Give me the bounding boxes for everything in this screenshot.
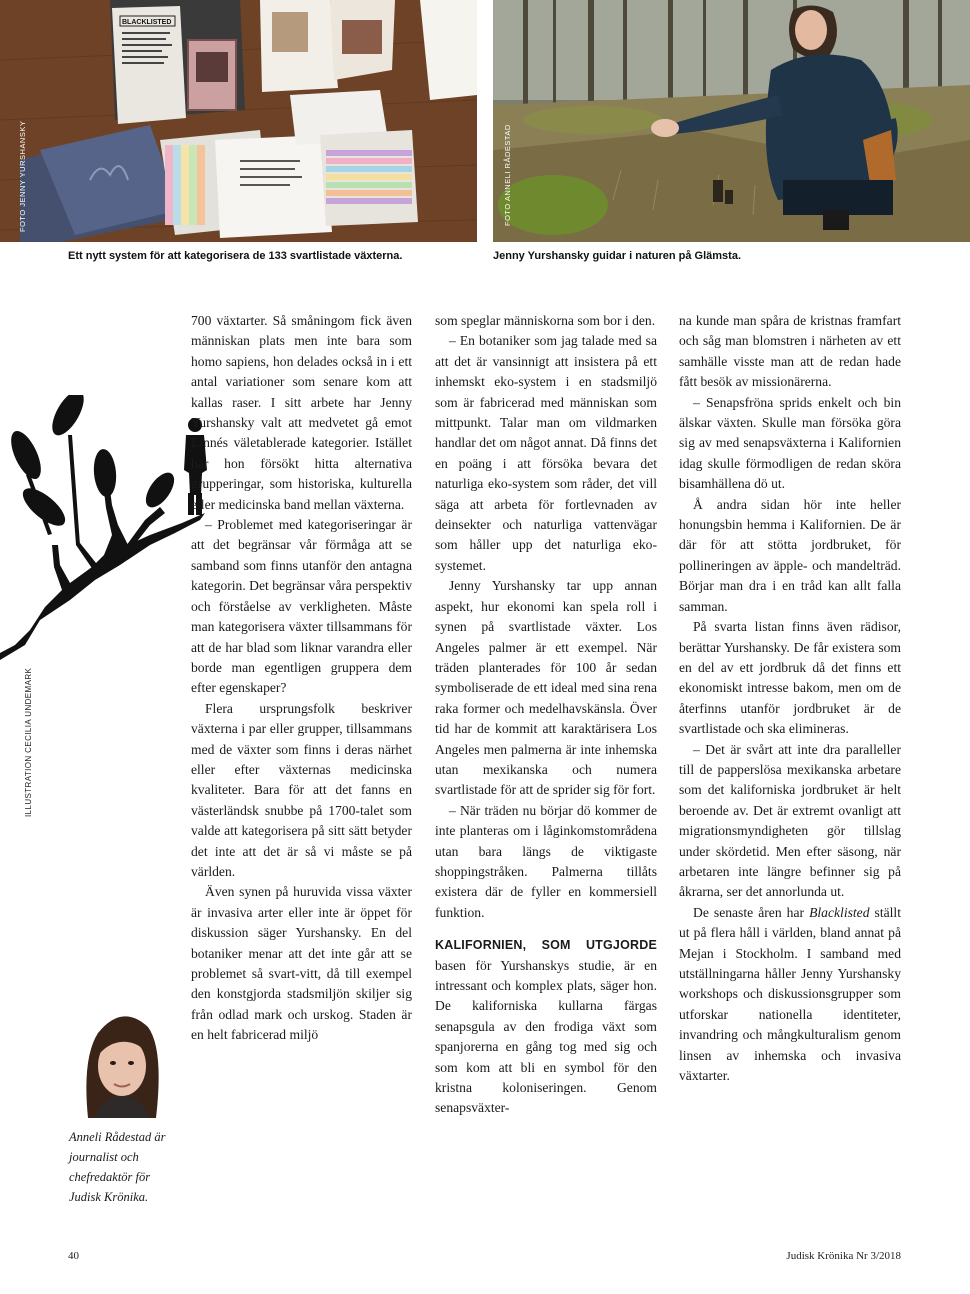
- paragraph: – När träden nu börjar dö kommer de inte planteras om i låginkomstområdena utan bara längs de viktigaste shoppingstråken. Palmerna tillåts existera där de fyller en kommersiell funktion.: [435, 802, 657, 920]
- subhead-paragraph: [435, 935, 657, 1119]
- subhead-continuation: basen för Yurshanskys studie, är en intressant och komplex plats, säger hon. De kaliforniska kullarna färgas senapsgula av den frodiga växt som spanjorerna en gång tog med sig och som kom att bli en symbol för den kristna koloniseringen. Genom senapsväxter-: [435, 957, 657, 1116]
- photo-jenny-nature-image: [493, 0, 970, 242]
- paragraph: – Det är svårt att inte dra paralleller till de papperslösa mexikanska arbetare som det kaliforniska jordbruket är helt beroende av. Det är extremt ovanligt att migrationsmyndigheten gör tillslag under skördetid. Men efter säsong, när arbetaren inte längre befinner sig på åkrarna, ser det annorlunda ut.: [679, 741, 901, 900]
- photo-credit-right: FOTO ANNELI RÅDESTAD: [503, 124, 512, 226]
- paragraph: na kunde man spåra de kristnas framfart och såg man blomstren i närheten av ett samhälle visste man att de redan hade fått besök av missionärerna.: [679, 313, 901, 390]
- author-portrait: [74, 1008, 170, 1118]
- paragraph: Flera ursprungsfolk beskriver växterna i par eller grupper, tillsammans med de växter som finns i deras närhet eller efter växternas medicinska kvaliteter. Bara för att det fanns en västerländsk snubbe på 1700-talet som valde att kategorisera på sitt sätt betyder det inte att det är så vi måste se på världen.: [191, 700, 412, 879]
- publication-info: Judisk Krönika Nr 3/2018: [786, 1250, 901, 1262]
- illustration-credit: ILLUSTRATION CECILIA UNDEMARK: [24, 667, 33, 817]
- author-bio: Anneli Rådestad är journalist och chefredaktör för Judisk Krönika.: [69, 1130, 166, 1204]
- paragraph: Å andra sidan hör inte heller honungsbin hemma i Kalifornien. De är där för att stötta jordbruket, för pollineringen av äpple- och mandelträd. Börjar man dra i en tråd kan allt falla samman.: [679, 496, 901, 614]
- exhibition-title: Blacklisted: [809, 904, 870, 920]
- paragraph: – Problemet med kategoriseringar är att det begränsar vår förmåga att se samband som finns utanför den antagna kategorin. Det begränsar våra perspektiv och förståelse av verkligheten. Måste man kategorisera växter tillsammans för att de har blad som liknar varandra eller borde man egentligen gruppera dem efter egenskaper?: [191, 517, 412, 696]
- article-column-1: [191, 311, 412, 1046]
- photo-credit-left: FOTO JENNY YURSHANSKY: [18, 120, 27, 232]
- paragraph: 700 växtarter. Så småningom fick även människan plats men inte bara som homo sapiens, hon delades också in i ett antal variationer som senare kom att kallas raser. I sitt arbete har Jenny Yurshansky valt att medvetet gå emot Linnés väletablerade kategorier. Istället har hon försökt hitta alternativa grupperingar, som historiska, kulturella eller medicinska band mellan växterna.: [191, 313, 412, 512]
- box-title-text: BLACKLISTED: [122, 19, 172, 26]
- paragraph: – En botaniker som jag talade med sa att det är vansinnigt att insistera på ett inhemskt eko-system i en stadsmiljö som är fabricerad med människan som mittpunkt. Talar man om vildmarken handlar det om något annat. Då finns det en poäng i att försöka bevara det naturliga eko-system som råder, det vill säga att arbeta för fortlevnaden av deinsekter och naturliga vattenvägar som håller upp det naturliga eko-systemet.: [435, 333, 657, 573]
- photo-blacklisted-cards-image: [0, 0, 477, 242]
- paragraph: På svarta listan finns även rädisor, berättar Yurshansky. De får existera som en del av ett jordbruk då det finns ett ekonomiskt intresse bakom, men om de återfinns utanför jordbruket är de svartlistade och ska elimineras.: [679, 619, 901, 737]
- paragraph: som speglar människorna som bor i den.: [435, 313, 656, 328]
- article-column-2: [435, 311, 657, 1119]
- page-number: 40: [68, 1250, 79, 1262]
- section-subhead: KALIFORNIEN, SOM UTGJORDE: [435, 938, 657, 953]
- text-span: De senaste åren har: [693, 904, 810, 920]
- paragraph: – Senapsfröna sprids enkelt och bin älskar växten. Skulle man försöka göra sig av med senapsväxterna i Kalifornien idag skulle förmodligen de redan sköra bisamhällena dö ut.: [679, 394, 901, 492]
- photo-jenny-nature: [493, 0, 970, 242]
- article-column-3: [679, 311, 901, 1086]
- paragraph: Även synen på huruvida vissa växter är invasiva arter eller inte är öppet för diskussion säger Yurshansky. En del botaniker menar att det inte går att se problemet så svart-vitt, då till exempel den konstgjorda stadsmiljön skiljer sig från odlad mark och urskog. Staden är en helt fabricerad miljö: [191, 884, 412, 1043]
- photo-blacklisted-cards: [0, 0, 477, 242]
- branch-illustration: [0, 395, 210, 665]
- text-span: ställt ut på flera håll i världen, bland annat på Mejan i Stockholm. I samband med utställningarna håller Jenny Yurshansky workshops och diskussionsgrupper som utforskar nationella identiteter, invandring och mångkulturalism genom linsen av inhemska och invasiva växtarter.: [679, 904, 901, 1084]
- photo-caption-left: Ett nytt system för att kategorisera de 133 svartlistade växterna.: [68, 250, 403, 262]
- paragraph: Jenny Yurshansky tar upp annan aspekt, hur ekonomi kan spela roll i synen på svartlistade växter. Los Angeles palmer är ett exempel. När träden planterades för 100 år sedan symboliserade de ett ideal med sina rena raka former och medelhavskänsla. Över tid har de kommit att karaktärisera Los Angeles men palmerna är inte inhemska utan mexikanska och numera svartlistade för att de sprider sig för fort.: [435, 578, 657, 798]
- photo-caption-right: Jenny Yurshansky guidar i naturen på Glämsta.: [493, 250, 741, 262]
- paragraph-last: [679, 903, 901, 1087]
